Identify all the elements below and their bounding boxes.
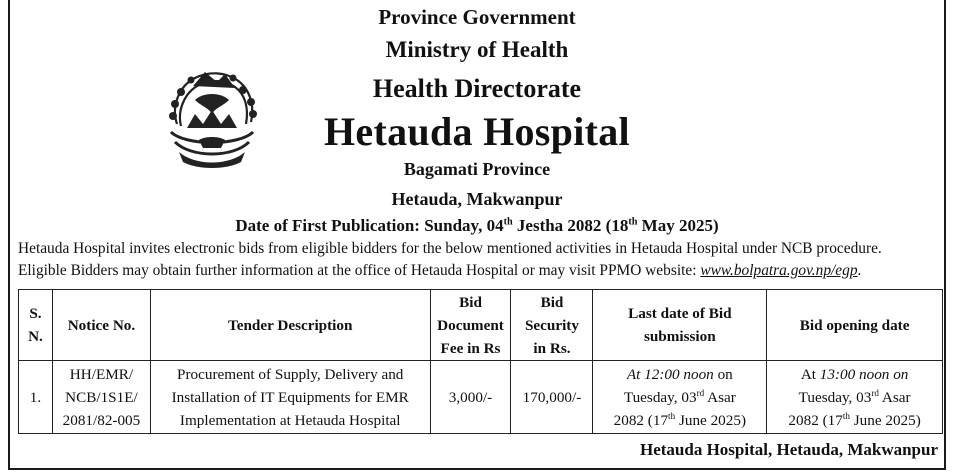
cell-notice-no: HH/EMR/ NCB/1S1E/ 2081/82-005 <box>52 361 150 434</box>
cell-opening-date: At 13:00 noon on Tuesday, 03rd Asar 2082 (17th June 2025) <box>767 361 943 434</box>
hospital-title: Hetauda Hospital <box>324 109 630 154</box>
tender-notice <box>8 0 946 470</box>
publication-date: Date of First Publication: Sunday, 04th Jestha 2082 (18th May 2025) <box>235 216 719 235</box>
header-bid-security: Bid Security in Rs. <box>511 290 593 361</box>
intro-line-2: Eligible Bidders may obtain further information at the office of Hetauda Hospital or may visit PPMO website: www.bolpatra.gov.np/egp. <box>18 262 862 279</box>
header-sn: S. N. <box>19 290 53 361</box>
header-tender-description: Tender Description <box>150 290 430 361</box>
intro-line-1: Hetauda Hospital invites electronic bids from eligible bidders for the below mentioned activities in Hetauda Hospital under NCB procedure. <box>18 240 882 257</box>
header-bid-document-fee: Bid Document Fee in Rs <box>430 290 511 361</box>
cell-fee: 3,000/- <box>430 361 511 434</box>
header-location: Hetauda, Makwanpur <box>391 189 563 209</box>
header-directorate: Health Directorate <box>372 74 582 103</box>
intro-text <box>18 238 948 282</box>
tender-table <box>18 289 943 434</box>
header-notice-no: Notice No. <box>52 290 150 361</box>
ppmo-website-link[interactable]: www.bolpatra.gov.np/egp <box>700 262 858 279</box>
table-header-row <box>19 290 943 361</box>
cell-sn: 1. <box>19 361 53 434</box>
cell-last-date: At 12:00 noon on Tuesday, 03rd Asar 2082 (17th June 2025) <box>593 361 767 434</box>
header-province: Bagamati Province <box>403 159 551 179</box>
header-opening-date: Bid opening date <box>767 290 943 361</box>
footer-signature: Hetauda Hospital, Hetauda, Makwanpur <box>639 440 938 459</box>
header-province-government: Province Government <box>378 5 576 29</box>
header-last-date: Last date of Bid submission <box>593 290 767 361</box>
cell-security: 170,000/- <box>511 361 593 434</box>
cell-description: Procurement of Supply, Delivery and Installation of IT Equipments for EMR Implementation at Hetauda Hospital <box>150 361 430 434</box>
header-ministry: Ministry of Health <box>385 37 569 62</box>
table-row <box>19 361 943 434</box>
